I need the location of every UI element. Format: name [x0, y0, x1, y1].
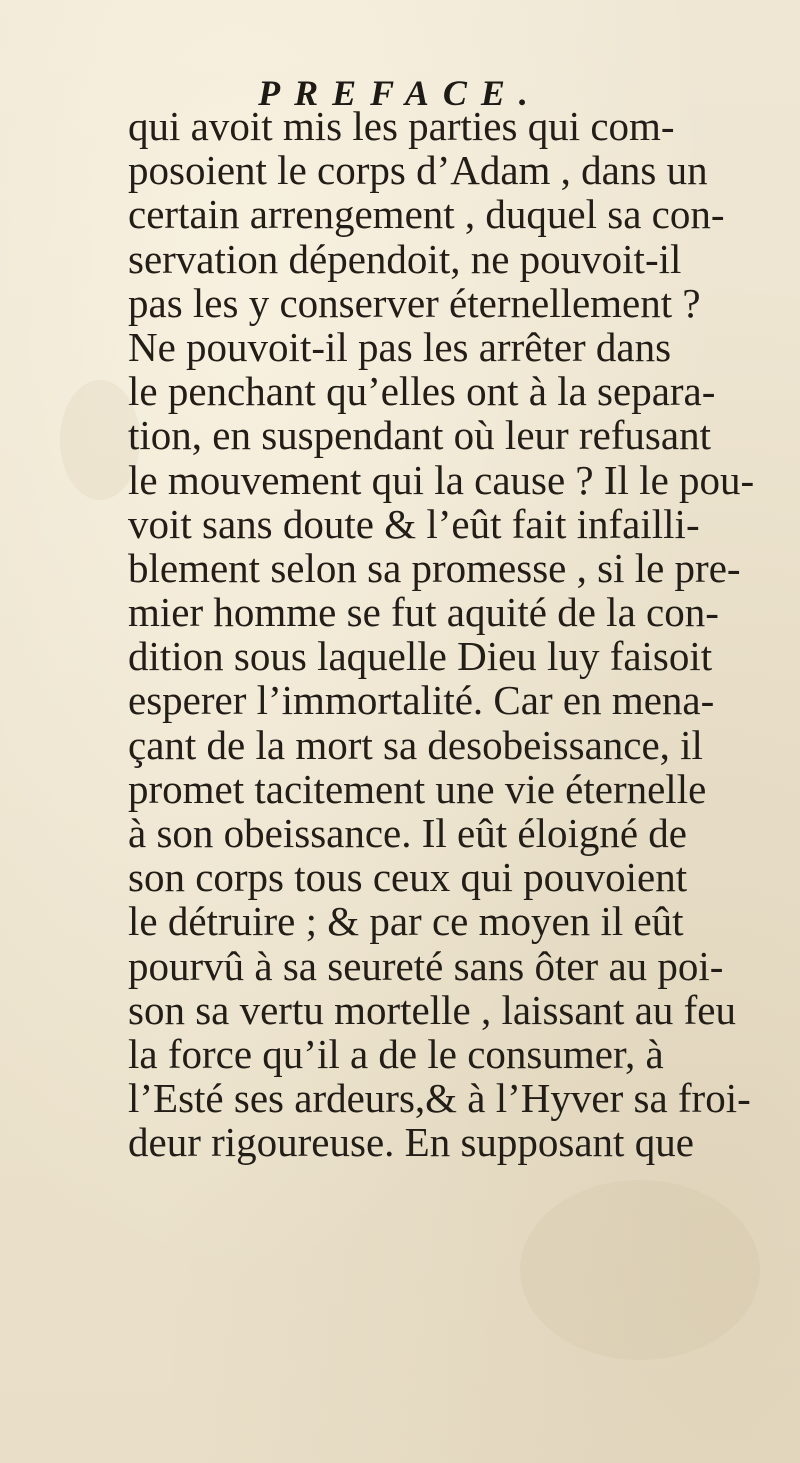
text-line: posoient le corps d’Adam , dans un	[128, 147, 708, 194]
paper-stain	[520, 1180, 760, 1360]
text-line: blement selon sa promesse , si le pre-	[128, 544, 741, 591]
text-line: le détruire ; & par ce moyen il eût	[128, 898, 684, 945]
text-line: à son obeissance. Il eût éloigné de	[128, 810, 688, 856]
body-text	[128, 104, 800, 1165]
text-line: mier homme se fut aquité de la con-	[128, 589, 719, 636]
text-line: Ne pouvoit-il pas les arrêter dans	[128, 323, 672, 370]
text-line: pas les y conserver éternellement ?	[128, 279, 701, 326]
text-line: l’Esté ses ardeurs,& à l’Hyver sa froi-	[128, 1075, 751, 1122]
text-line: esperer l’immortalité. Car en mena-	[128, 677, 715, 724]
text-line: qui avoit mis les parties qui com-	[128, 103, 675, 149]
text-line: promet tacitement une vie éternelle	[128, 765, 707, 812]
text-line: tion, en suspendant où leur refusant	[128, 412, 711, 459]
text-line: deur rigoureuse. En supposant que	[128, 1119, 694, 1166]
text-line: çant de la mort sa desobeissance, il	[128, 721, 703, 768]
text-line: dition sous laquelle Dieu luy faisoit	[128, 633, 713, 680]
text-line: la force qu’il a de le consumer, à	[128, 1030, 664, 1077]
text-line: pourvû à sa seureté sans ôter au poi-	[128, 942, 724, 989]
text-line: voit sans doute & l’eût fait infailli-	[128, 500, 700, 547]
running-head: PREFACE.	[258, 73, 542, 113]
text-line: son sa vertu mortelle , laissant au feu	[128, 986, 736, 1033]
text-line: le penchant qu’elles ont à la separa-	[128, 368, 716, 415]
text-line: son corps tous ceux qui pouvoient	[128, 854, 688, 901]
text-line: servation dépendoit, ne pouvoit-il	[128, 235, 682, 282]
text-line: le mouvement qui la cause ? Il le pou-	[128, 456, 755, 503]
text-line: certain arrengement , duquel sa con-	[128, 191, 725, 238]
